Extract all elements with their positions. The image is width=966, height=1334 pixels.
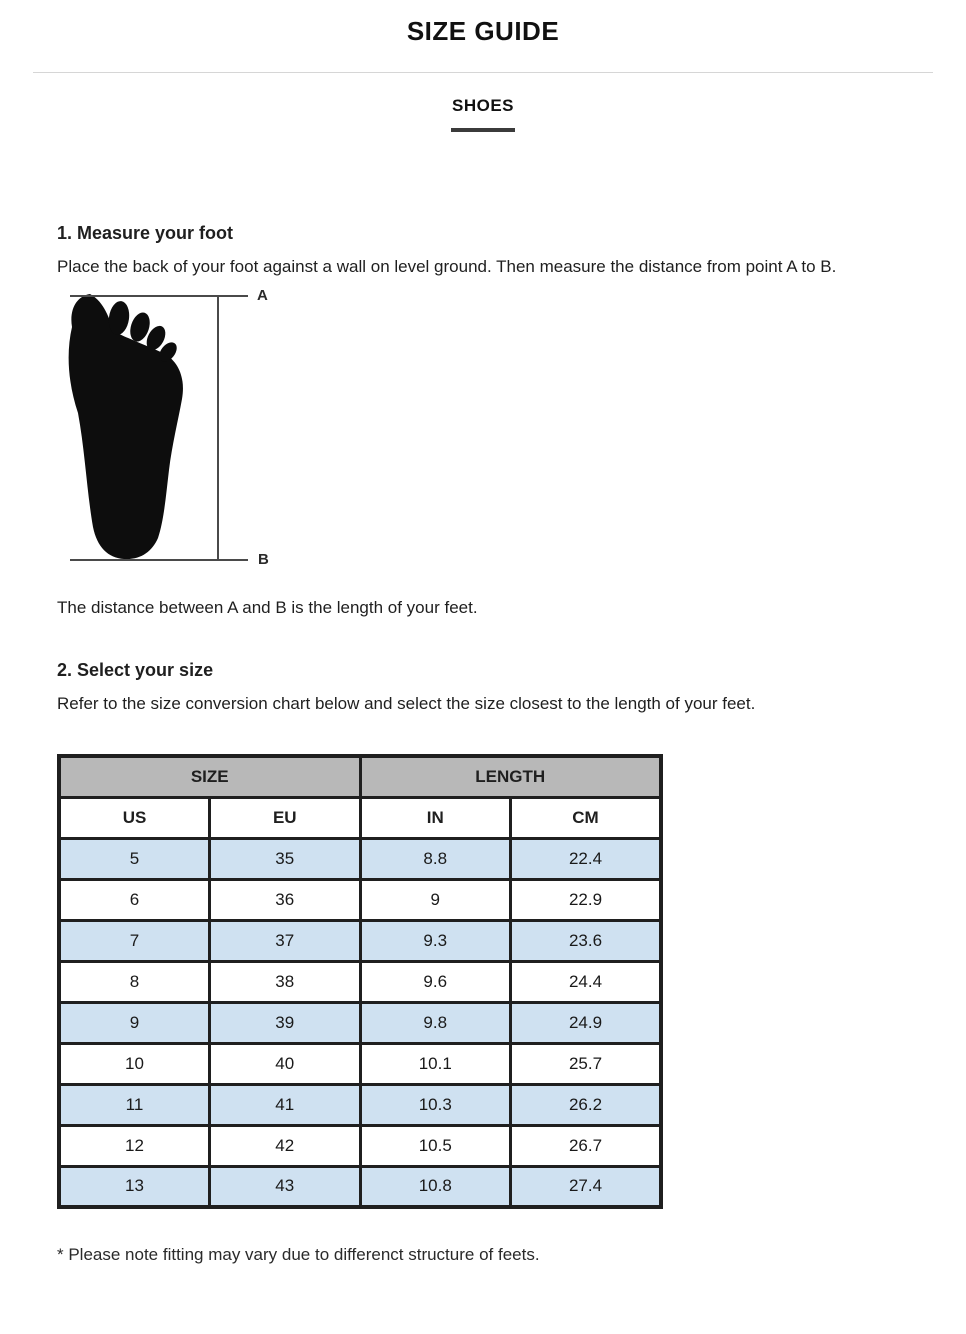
size-conversion-table	[57, 754, 663, 1209]
table-cell: 25.7	[511, 1043, 662, 1084]
table-cell: 10.3	[360, 1084, 511, 1125]
foot-silhouette-icon	[65, 291, 255, 571]
table-cell: 22.9	[511, 879, 662, 920]
table-cell: 9.6	[360, 961, 511, 1002]
table-cell: 38	[210, 961, 361, 1002]
table-cell: 43	[210, 1166, 361, 1207]
length-group-header: LENGTH	[360, 756, 661, 797]
col-header-in: IN	[360, 797, 511, 838]
table-cell: 10	[59, 1043, 210, 1084]
table-cell: 8	[59, 961, 210, 1002]
table-cell: 9	[59, 1002, 210, 1043]
col-header-cm: CM	[511, 797, 662, 838]
table-cell: 8.8	[360, 838, 511, 879]
table-row	[59, 1166, 661, 1207]
table-row	[59, 1043, 661, 1084]
table-group-header-row	[59, 756, 661, 797]
size-guide-page	[0, 16, 966, 1334]
step1-caption: The distance between A and B is the length of your feet.	[57, 598, 478, 617]
point-b-label: B	[258, 551, 269, 568]
measure-line-vertical	[217, 295, 219, 561]
table-column-header-row	[59, 797, 661, 838]
foot-measure-diagram	[65, 287, 315, 571]
step2-instructions: Refer to the size conversion chart below and select the size closest to the length of your feet.	[57, 694, 756, 713]
table-cell: 9	[360, 879, 511, 920]
step2-heading: 2. Select your size	[57, 660, 214, 680]
table-row	[59, 838, 661, 879]
table-cell: 23.6	[511, 920, 662, 961]
table-cell: 37	[210, 920, 361, 961]
category-underline	[451, 128, 515, 132]
table-cell: 26.7	[511, 1125, 662, 1166]
step1-instructions: Place the back of your foot against a wall on level ground. Then measure the distance from point A to B.	[57, 257, 837, 276]
col-header-eu: EU	[210, 797, 361, 838]
select-size-section	[0, 660, 966, 714]
page-title: SIZE GUIDE	[406, 16, 560, 46]
table-cell: 9.8	[360, 1002, 511, 1043]
table-cell: 11	[59, 1084, 210, 1125]
table-cell: 26.2	[511, 1084, 662, 1125]
table-row	[59, 1125, 661, 1166]
header-divider	[33, 72, 933, 73]
table-row	[59, 920, 661, 961]
footnote: * Please note fitting may vary due to differenct structure of feets.	[57, 1245, 540, 1264]
table-row	[59, 1084, 661, 1125]
table-cell: 10.5	[360, 1125, 511, 1166]
table-cell: 39	[210, 1002, 361, 1043]
category-title: SHOES	[451, 96, 515, 115]
table-cell: 42	[210, 1125, 361, 1166]
table-cell: 7	[59, 920, 210, 961]
point-a-label: A	[257, 287, 268, 304]
table-cell: 36	[210, 879, 361, 920]
table-cell: 35	[210, 838, 361, 879]
measure-line-bottom	[70, 559, 248, 561]
table-cell: 10.8	[360, 1166, 511, 1207]
table-row	[59, 1002, 661, 1043]
table-cell: 5	[59, 838, 210, 879]
table-cell: 40	[210, 1043, 361, 1084]
table-cell: 6	[59, 879, 210, 920]
table-cell: 24.9	[511, 1002, 662, 1043]
table-cell: 10.1	[360, 1043, 511, 1084]
table-cell: 13	[59, 1166, 210, 1207]
step1-heading: 1. Measure your foot	[57, 223, 234, 243]
table-row	[59, 961, 661, 1002]
table-cell: 9.3	[360, 920, 511, 961]
table-cell: 27.4	[511, 1166, 662, 1207]
table-cell: 24.4	[511, 961, 662, 1002]
measure-foot-section	[0, 223, 966, 618]
table-cell: 12	[59, 1125, 210, 1166]
table-cell: 41	[210, 1084, 361, 1125]
size-group-header: SIZE	[59, 756, 360, 797]
col-header-us: US	[59, 797, 210, 838]
measure-line-top	[70, 295, 248, 297]
table-cell: 22.4	[511, 838, 662, 879]
table-row	[59, 879, 661, 920]
